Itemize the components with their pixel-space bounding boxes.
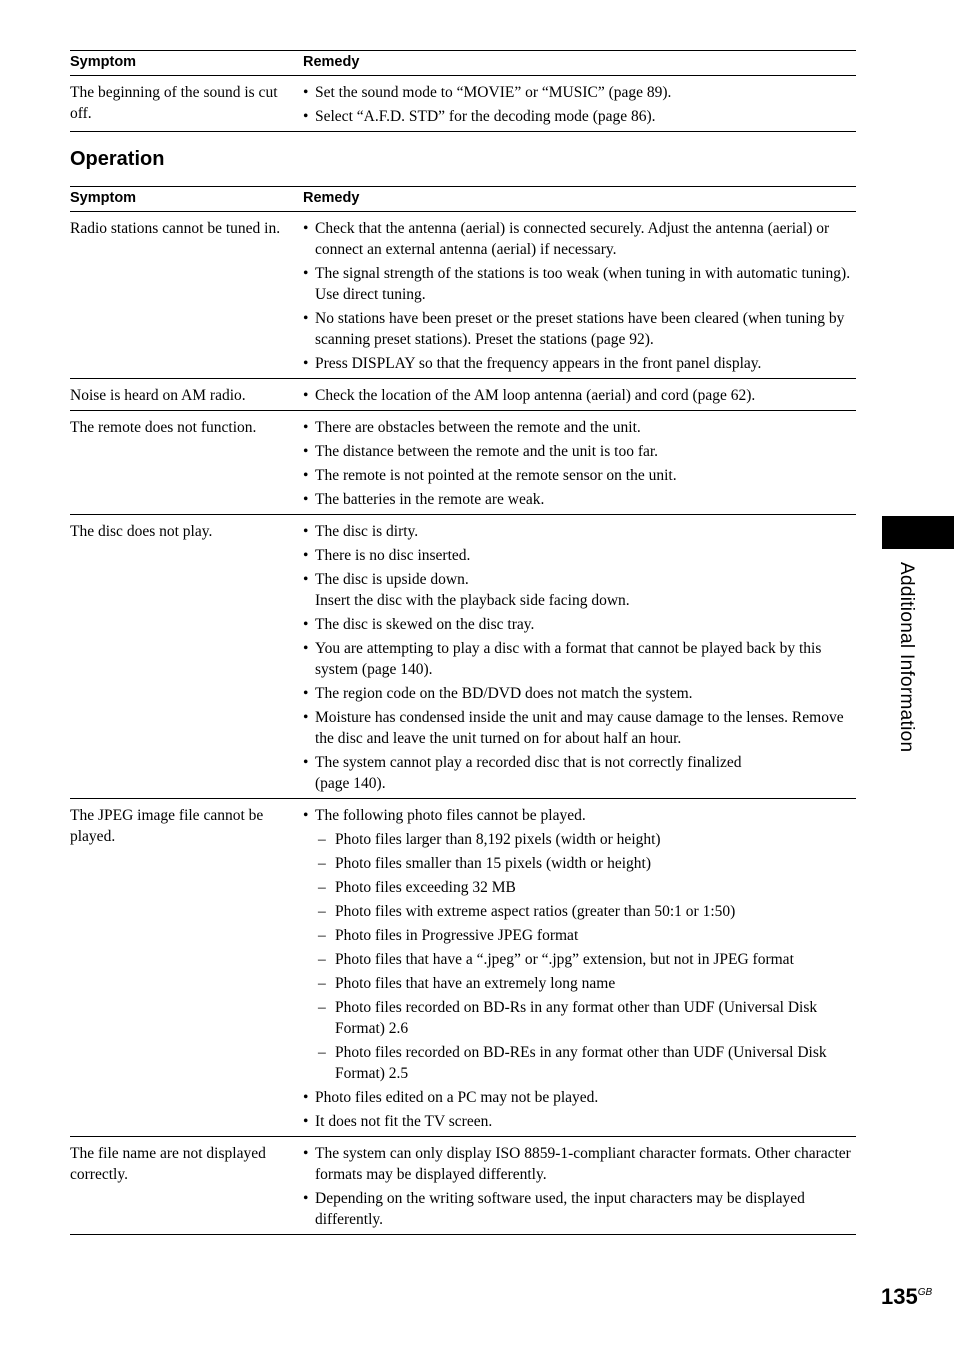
remedy-item: • No stations have been preset or the preset stations have been cleared (when tuning by scanning preset stations). Preset the stations (page 92). <box>303 308 856 350</box>
remedy-cell <box>303 515 856 799</box>
page-content <box>70 50 856 1235</box>
symptom-cell: The disc does not play. <box>70 515 303 799</box>
sound-troubleshooting-table <box>70 50 856 132</box>
remedy-item: • You are attempting to play a disc with a format that cannot be played back by this system (page 140). <box>303 638 856 680</box>
section-tab-marker <box>882 516 954 549</box>
remedy-item: • There are obstacles between the remote and the unit. <box>303 417 856 438</box>
remedy-cell <box>303 1137 856 1235</box>
remedy-item: • Photo files edited on a PC may not be played. <box>303 1087 856 1108</box>
remedy-item: • Press DISPLAY so that the frequency appears in the front panel display. <box>303 353 856 374</box>
remedy-sub-item: – Photo files that have an extremely long name <box>303 973 856 994</box>
remedy-item: • The distance between the remote and the unit is too far. <box>303 441 856 462</box>
remedy-item: • The remote is not pointed at the remote sensor on the unit. <box>303 465 856 486</box>
remedy-cell <box>303 76 856 132</box>
remedy-sub-item: – Photo files exceeding 32 MB <box>303 877 856 898</box>
remedy-item: • The disc is dirty. <box>303 521 856 542</box>
page-number <box>881 1284 932 1310</box>
operation-troubleshooting-table <box>70 186 856 1235</box>
remedy-cell <box>303 411 856 515</box>
remedy-sub-item: – Photo files larger than 8,192 pixels (width or height) <box>303 829 856 850</box>
remedy-item: • Set the sound mode to “MOVIE” or “MUSIC” (page 89). <box>303 82 856 103</box>
remedy-item: • Depending on the writing software used, the input characters may be displayed differently. <box>303 1188 856 1230</box>
remedy-item: • Check that the antenna (aerial) is connected securely. Adjust the antenna (aerial) or connect an external antenna (aerial) if necessary. <box>303 218 856 260</box>
remedy-item: • The batteries in the remote are weak. <box>303 489 856 510</box>
remedy-sub-item: – Photo files recorded on BD-Rs in any format other than UDF (Universal Disk Format) 2.6 <box>303 997 856 1039</box>
symptom-cell: The beginning of the sound is cut off. <box>70 76 303 132</box>
remedy-item: • There is no disc inserted. <box>303 545 856 566</box>
remedy-continuation: Insert the disc with the playback side facing down. <box>315 592 630 609</box>
remedy-sub-item: – Photo files recorded on BD-REs in any format other than UDF (Universal Disk Format) 2.5 <box>303 1042 856 1084</box>
symptom-cell: The JPEG image file cannot be played. <box>70 799 303 1137</box>
remedy-header: Remedy <box>303 51 856 76</box>
remedy-item: • It does not fit the TV screen. <box>303 1111 856 1132</box>
remedy-item <box>303 569 856 611</box>
remedy-item: • The region code on the BD/DVD does not match the system. <box>303 683 856 704</box>
symptom-header: Symptom <box>70 51 303 76</box>
remedy-item: • The signal strength of the stations is too weak (when tuning in with automatic tuning). Use direct tuning. <box>303 263 856 305</box>
remedy-cell <box>303 379 856 411</box>
remedy-sub-item: – Photo files with extreme aspect ratios (greater than 50:1 or 1:50) <box>303 901 856 922</box>
remedy-item: • The disc is skewed on the disc tray. <box>303 614 856 635</box>
symptom-cell: Noise is heard on AM radio. <box>70 379 303 411</box>
page-suffix: GB <box>917 1287 933 1298</box>
remedy-line: • The system cannot play a recorded disc that is not correctly finalized <box>315 754 742 771</box>
table-row <box>70 76 856 132</box>
remedy-item <box>303 752 856 794</box>
remedy-item: • Moisture has condensed inside the unit and may cause damage to the lenses. Remove the disc and leave the unit turned on for about half an hour. <box>303 707 856 749</box>
remedy-continuation: (page 140). <box>315 775 386 792</box>
remedy-line: • The disc is upside down. <box>315 571 469 588</box>
symptom-header: Symptom <box>70 187 303 212</box>
table-row <box>70 799 856 1137</box>
symptom-cell: The file name are not displayed correctly. <box>70 1137 303 1235</box>
table-row <box>70 212 856 379</box>
section-tab-label: Additional Information <box>896 562 917 753</box>
remedy-sub-item: – Photo files that have a “.jpeg” or “.jpg” extension, but not in JPEG format <box>303 949 856 970</box>
remedy-item: • The system can only display ISO 8859-1-compliant character formats. Other character formats may be displayed differently. <box>303 1143 856 1185</box>
section-title: Operation <box>70 148 165 170</box>
remedy-sub-item: – Photo files smaller than 15 pixels (width or height) <box>303 853 856 874</box>
remedy-cell <box>303 799 856 1137</box>
table-row <box>70 379 856 411</box>
page-number-value: 135 <box>881 1284 918 1309</box>
remedy-item: • Select “A.F.D. STD” for the decoding mode (page 86). <box>303 106 856 127</box>
symptom-cell: Radio stations cannot be tuned in. <box>70 212 303 379</box>
remedy-cell <box>303 212 856 379</box>
table-row <box>70 1137 856 1235</box>
table-row <box>70 515 856 799</box>
table-header-row <box>70 51 856 76</box>
remedy-header: Remedy <box>303 187 856 212</box>
table-header-row <box>70 187 856 212</box>
remedy-sub-item: – Photo files in Progressive JPEG format <box>303 925 856 946</box>
remedy-item: • Check the location of the AM loop antenna (aerial) and cord (page 62). <box>303 385 856 406</box>
table-row <box>70 411 856 515</box>
remedy-item: • The following photo files cannot be played. <box>303 805 856 826</box>
symptom-cell: The remote does not function. <box>70 411 303 515</box>
